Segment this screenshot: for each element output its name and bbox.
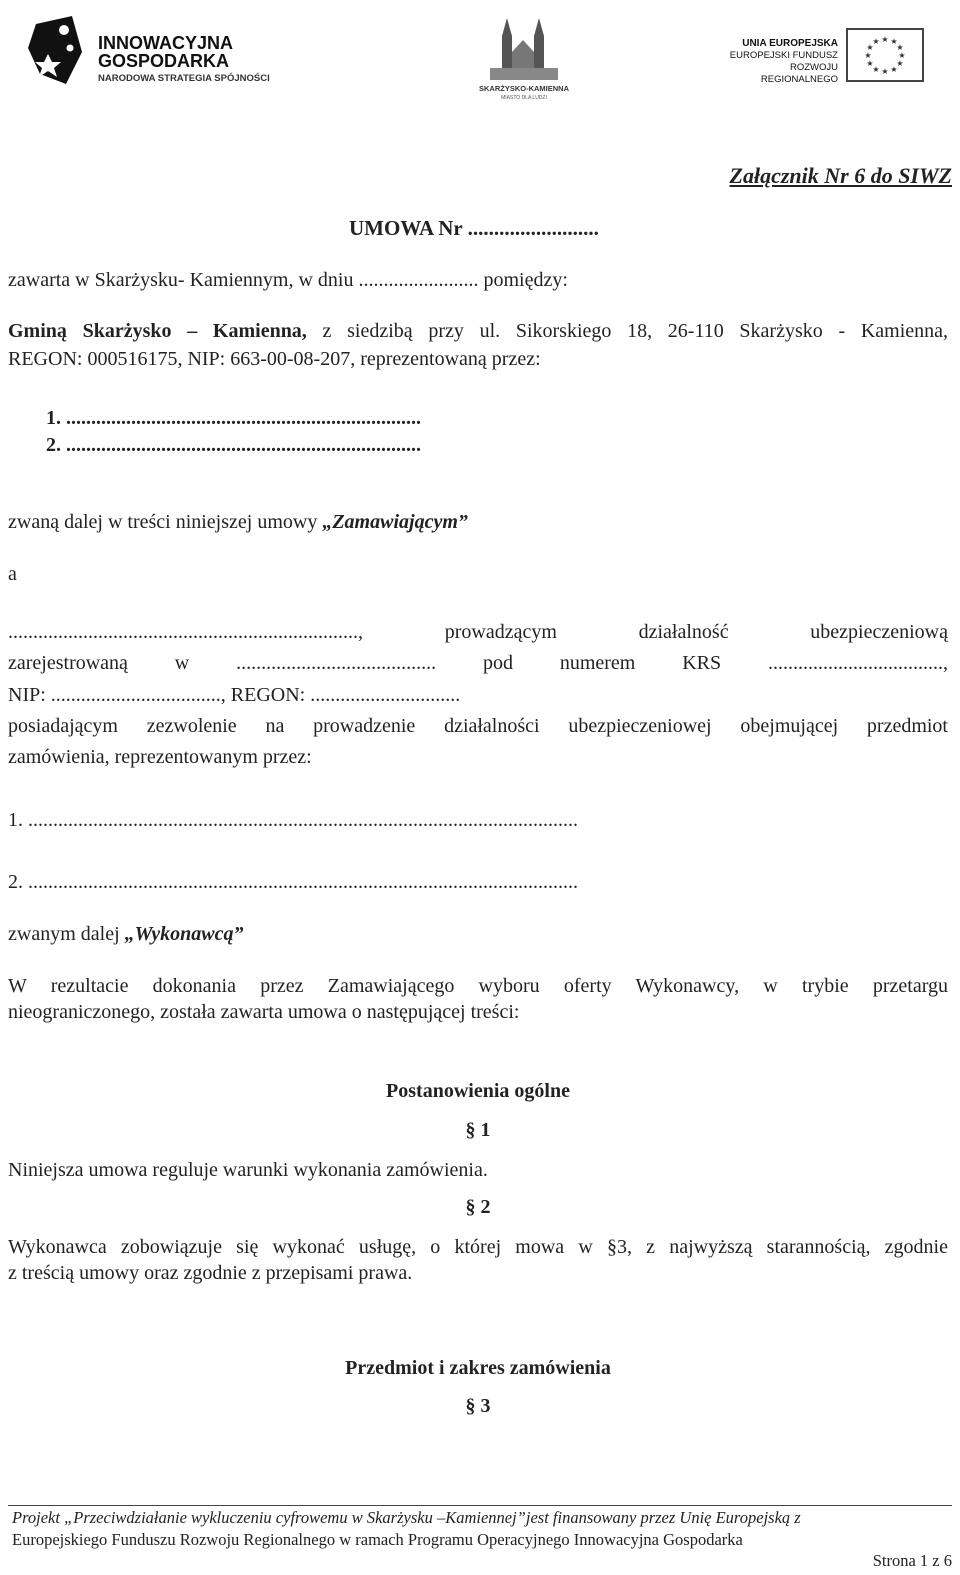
concluded-line: zawarta w Skarżysku- Kamiennym, w dniu ........................ pomiędzy:: [8, 269, 568, 291]
party1-called-name: „Zamawiającym”: [322, 511, 468, 533]
party1-called-prefix: zwaną dalej w treści niniejszej umowy: [8, 511, 323, 533]
svg-text:★: ★: [898, 51, 906, 60]
logo-ig-line3: NARODOWA STRATEGIA SPÓJNOŚCI: [98, 73, 270, 84]
svg-text:★: ★: [890, 37, 898, 46]
party2-line4: posiadającym zezwolenie na prowadzenie działalności ubezpieczeniowej obejmującej przedmiot: [8, 715, 948, 737]
section-title-subject: Przedmiot i zakres zamówienia: [345, 1357, 611, 1379]
svg-text:★: ★: [890, 65, 898, 74]
svg-text:★: ★: [866, 59, 874, 68]
svg-text:★: ★: [881, 67, 889, 76]
paragraph-3-label: § 3: [465, 1395, 491, 1417]
logo-ue-line2: EUROPEJSKI FUNDUSZ: [729, 50, 838, 61]
paragraph-2-label: § 2: [465, 1196, 491, 1218]
paragraph-1-label: § 1: [465, 1119, 491, 1141]
paragraph-1-text: Niniejsza umowa reguluje warunki wykonania zamówienia.: [8, 1159, 488, 1181]
svg-text:★: ★: [896, 59, 904, 68]
logo-ue-line1: UNIA EUROPEJSKA: [742, 38, 838, 49]
party2-called-name: „Wykonawcą”: [124, 923, 244, 945]
logo-skarzysko-line1: SKARŻYSKO-KAMIENNA: [479, 84, 569, 93]
logo-ue-line3: ROZWOJU REGIONALNEGO: [760, 62, 838, 85]
and-word: a: [8, 563, 17, 585]
intro-line1: W rezultacie dokonania przez Zamawiającego wyboru oferty Wykonawcy, w trybie przetargu: [8, 975, 948, 997]
party2-line1: ......................................................................, prowadzącym działalność ubezpieczeniową: [8, 621, 948, 643]
party2-rep-2: 2. ..............................................................................................................: [8, 871, 578, 893]
party1-rep-1: 1. .......................................................................: [46, 407, 421, 429]
page-number: Strona 1 z 6: [872, 1551, 952, 1570]
party2-called-prefix: zwanym dalej: [8, 923, 125, 945]
intro-line2: nieograniczonego, została zawarta umowa o następującej treści:: [8, 1001, 520, 1023]
paragraph-2-line2: z treścią umowy oraz zgodnie z przepisami prawa.: [8, 1262, 413, 1284]
svg-text:★: ★: [864, 51, 872, 60]
party2-called: [8, 921, 244, 947]
footer-line1: Projekt „Przeciwdziałanie wykluczeniu cyfrowemu w Skarżysku –Kamiennej”jest finansowany przez Unię Europejską z: [12, 1508, 801, 1527]
attachment-label: Załącznik Nr 6 do SIWZ: [729, 163, 952, 188]
contract-title: UMOWA Nr .........................: [349, 216, 599, 240]
svg-text:★: ★: [872, 65, 880, 74]
logo-skarzysko-line2: MIASTO DLA LUDZI: [501, 95, 547, 101]
party1-called: [8, 509, 468, 535]
party2-line5: zamówienia, reprezentowanym przez:: [8, 746, 312, 768]
footer-line2: Europejskiego Funduszu Rozwoju Regionalnego w ramach Programu Operacyjnego Innowacyjna Gospodarka: [12, 1530, 743, 1549]
section-title-general: Postanowienia ogólne: [386, 1080, 570, 1102]
party2-line3: NIP: .................................., REGON: ..............................: [8, 684, 461, 706]
party2-rep-1: 1. ..............................................................................................................: [8, 809, 578, 831]
logo-innowacyjna-gospodarka: [26, 14, 276, 94]
paragraph-2-line1: Wykonawca zobowiązuje się wykonać usługę, o której mowa w §3, z najwyższą starannością, zgodnie: [8, 1236, 948, 1258]
svg-text:★: ★: [896, 43, 904, 52]
party1-rep-2: 2. .......................................................................: [46, 434, 421, 456]
logo-ig-line1: INNOWACYJNA: [98, 33, 234, 53]
svg-text:★: ★: [866, 43, 874, 52]
footer-divider: [8, 1505, 952, 1506]
party1-address: z siedzibą przy ul. Sikorskiego 18, 26-110 Skarżysko - Kamienna,: [322, 320, 949, 342]
logo-unia-europejska: [712, 28, 927, 84]
party1-line1: [8, 318, 948, 345]
party2-line2: zarejestrowaną w ........................................ pod numerem KRS ...................................,: [8, 652, 948, 674]
eu-flag-icon: [846, 28, 924, 82]
logo-skarzysko-kamienna: [468, 12, 580, 106]
svg-text:★: ★: [872, 37, 880, 46]
party1-line2: REGON: 000516175, NIP: 663-00-08-207, reprezentowaną przez:: [8, 348, 541, 370]
svg-text:★: ★: [881, 35, 889, 44]
logo-ig-line2: GOSPODARKA: [98, 51, 230, 71]
party1-name: Gminą Skarżysko – Kamienna,: [8, 320, 307, 342]
